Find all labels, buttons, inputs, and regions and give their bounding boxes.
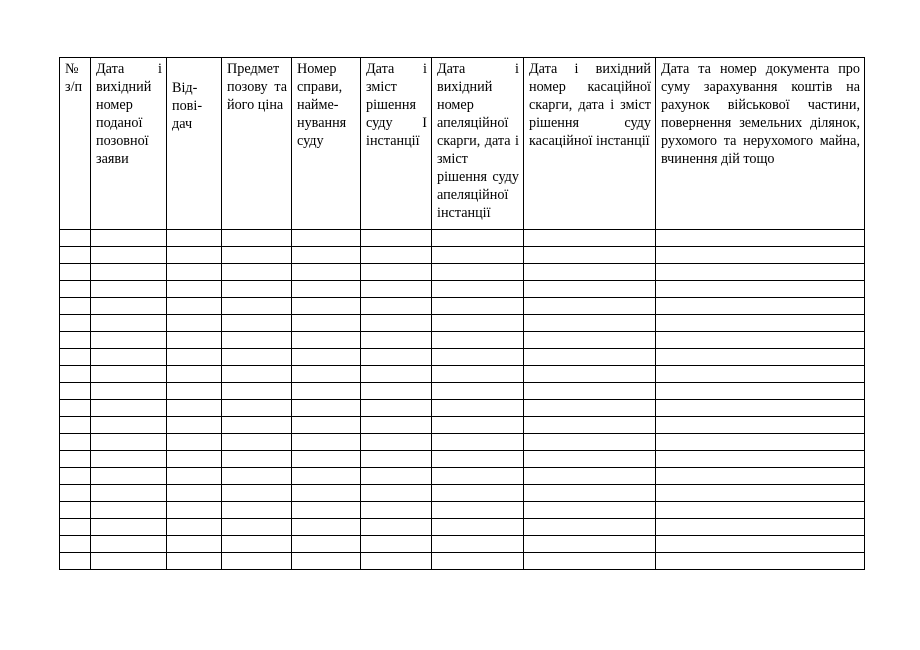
table-cell <box>524 485 656 502</box>
table-cell <box>91 553 167 570</box>
table-cell <box>292 434 361 451</box>
table-cell <box>656 230 865 247</box>
header-execution-document: Дата та номер документа про суму зарахування коштів на рахунок військової частини, повернення земельних ділянок, рухомого та нерухомого майна, вчинення дій тощо <box>656 58 865 230</box>
table-cell <box>524 332 656 349</box>
table-cell <box>524 553 656 570</box>
table-cell <box>60 264 91 281</box>
header-claim-subject-value: Предмет позову та його ціна <box>222 58 292 230</box>
table-cell <box>91 536 167 553</box>
table-cell <box>60 400 91 417</box>
table-cell <box>432 519 524 536</box>
table-cell <box>432 349 524 366</box>
table-cell <box>361 434 432 451</box>
table-cell <box>91 230 167 247</box>
table-cell <box>432 417 524 434</box>
table-cell <box>60 536 91 553</box>
table-cell <box>656 519 865 536</box>
table-cell <box>292 366 361 383</box>
table-cell <box>222 434 292 451</box>
table-cell <box>524 230 656 247</box>
table-row <box>60 553 865 570</box>
table-cell <box>222 502 292 519</box>
table-cell <box>524 468 656 485</box>
table-cell <box>656 281 865 298</box>
table-cell <box>292 332 361 349</box>
table-cell <box>167 298 222 315</box>
table-cell <box>432 247 524 264</box>
table-cell <box>292 417 361 434</box>
table-cell <box>91 264 167 281</box>
table-cell <box>222 383 292 400</box>
table-cell <box>524 434 656 451</box>
table-cell <box>524 519 656 536</box>
table-cell <box>91 332 167 349</box>
table-cell <box>222 553 292 570</box>
table-cell <box>222 400 292 417</box>
table-cell <box>361 400 432 417</box>
table-cell <box>361 366 432 383</box>
table-cell <box>361 502 432 519</box>
table-cell <box>60 281 91 298</box>
table-cell <box>167 451 222 468</box>
table-cell <box>91 451 167 468</box>
table-cell <box>432 536 524 553</box>
table-cell <box>222 451 292 468</box>
table-cell <box>292 502 361 519</box>
table-body <box>60 230 865 570</box>
table-cell <box>167 536 222 553</box>
table-cell <box>524 400 656 417</box>
table-cell <box>432 332 524 349</box>
table-row <box>60 264 865 281</box>
table-cell <box>91 247 167 264</box>
table-cell <box>91 349 167 366</box>
table-row <box>60 417 865 434</box>
table-cell <box>656 468 865 485</box>
table-cell <box>222 417 292 434</box>
table-cell <box>60 451 91 468</box>
table-row <box>60 281 865 298</box>
table-row <box>60 349 865 366</box>
table-cell <box>432 315 524 332</box>
table-cell <box>524 298 656 315</box>
table-cell <box>524 247 656 264</box>
table-row <box>60 502 865 519</box>
header-first-instance: Дата і зміст рішення суду І інстанції <box>361 58 432 230</box>
table-row <box>60 485 865 502</box>
table-cell <box>656 247 865 264</box>
table-cell <box>292 230 361 247</box>
table-cell <box>60 349 91 366</box>
table-cell <box>292 451 361 468</box>
table-cell <box>167 400 222 417</box>
table-cell <box>60 315 91 332</box>
table-cell <box>361 332 432 349</box>
table-cell <box>432 264 524 281</box>
table-cell <box>292 281 361 298</box>
table-cell <box>656 383 865 400</box>
registry-table <box>59 57 865 570</box>
table-cell <box>361 264 432 281</box>
table-row <box>60 468 865 485</box>
table-cell <box>91 315 167 332</box>
table-cell <box>656 298 865 315</box>
table-cell <box>361 383 432 400</box>
table-cell <box>222 366 292 383</box>
table-cell <box>91 502 167 519</box>
table-cell <box>60 434 91 451</box>
table-cell <box>524 502 656 519</box>
table-cell <box>432 434 524 451</box>
table-cell <box>361 298 432 315</box>
table-cell <box>432 553 524 570</box>
table-cell <box>432 451 524 468</box>
table-cell <box>292 400 361 417</box>
table-cell <box>222 332 292 349</box>
table-cell <box>60 247 91 264</box>
table-cell <box>91 298 167 315</box>
header-claim-date-number: Дата і вихідний номер поданої позовної заяви <box>91 58 167 230</box>
table-cell <box>222 298 292 315</box>
table-cell <box>656 434 865 451</box>
table-cell <box>656 400 865 417</box>
table-cell <box>222 468 292 485</box>
table-cell <box>222 485 292 502</box>
table-cell <box>361 468 432 485</box>
table-cell <box>222 281 292 298</box>
table-cell <box>432 366 524 383</box>
table-cell <box>91 519 167 536</box>
table-row <box>60 536 865 553</box>
table-cell <box>91 366 167 383</box>
table-row <box>60 366 865 383</box>
table-cell <box>60 553 91 570</box>
table-row <box>60 400 865 417</box>
table-row <box>60 230 865 247</box>
table-cell <box>60 332 91 349</box>
table-cell <box>91 434 167 451</box>
table-cell <box>167 366 222 383</box>
table-row <box>60 383 865 400</box>
table-cell <box>60 519 91 536</box>
table-cell <box>432 230 524 247</box>
table-cell <box>656 349 865 366</box>
header-appeal: Дата і вихідний номер апеляційної скарги, дата і зміст рішення суду апеляційної інстанції <box>432 58 524 230</box>
table-cell <box>60 485 91 502</box>
table-cell <box>60 417 91 434</box>
table-cell <box>292 349 361 366</box>
table-cell <box>292 298 361 315</box>
table-cell <box>292 383 361 400</box>
table-cell <box>292 247 361 264</box>
table-cell <box>222 264 292 281</box>
table-cell <box>524 451 656 468</box>
table-cell <box>524 349 656 366</box>
table-cell <box>167 502 222 519</box>
header-row <box>60 58 865 230</box>
table-cell <box>167 485 222 502</box>
table-cell <box>167 383 222 400</box>
table-cell <box>656 536 865 553</box>
table-cell <box>432 281 524 298</box>
table-cell <box>361 247 432 264</box>
table-cell <box>432 298 524 315</box>
header-case-number-court: Номер справи, найме-нування суду <box>292 58 361 230</box>
table-cell <box>432 485 524 502</box>
table-cell <box>222 536 292 553</box>
table-cell <box>524 315 656 332</box>
table-cell <box>91 485 167 502</box>
table-cell <box>292 315 361 332</box>
table-cell <box>361 519 432 536</box>
table-cell <box>60 366 91 383</box>
table-cell <box>656 502 865 519</box>
table-cell <box>167 264 222 281</box>
table-cell <box>222 519 292 536</box>
header-number: № з/п <box>60 58 91 230</box>
table-cell <box>361 281 432 298</box>
table-cell <box>60 468 91 485</box>
table-cell <box>656 553 865 570</box>
table-cell <box>361 349 432 366</box>
table-cell <box>167 315 222 332</box>
table-cell <box>656 451 865 468</box>
table-cell <box>432 383 524 400</box>
table-row <box>60 298 865 315</box>
table-cell <box>361 230 432 247</box>
table-cell <box>292 519 361 536</box>
table-cell <box>292 553 361 570</box>
table-cell <box>524 536 656 553</box>
table-cell <box>222 230 292 247</box>
table-cell <box>60 502 91 519</box>
table-cell <box>167 281 222 298</box>
table-cell <box>292 468 361 485</box>
table-cell <box>292 485 361 502</box>
table-cell <box>167 332 222 349</box>
table-cell <box>292 536 361 553</box>
table-cell <box>167 553 222 570</box>
table-cell <box>361 536 432 553</box>
table-cell <box>524 417 656 434</box>
table-cell <box>167 417 222 434</box>
table-row <box>60 315 865 332</box>
table-row <box>60 332 865 349</box>
table-cell <box>222 315 292 332</box>
table-cell <box>222 247 292 264</box>
header-defendant: Від-пові-дач <box>167 58 222 230</box>
table-cell <box>167 468 222 485</box>
table-cell <box>91 468 167 485</box>
table-cell <box>524 264 656 281</box>
table-cell <box>656 366 865 383</box>
table-cell <box>91 400 167 417</box>
header-cassation: Дата і вихідний номер касаційної скарги, дата і зміст рішення суду касаційної інстанції <box>524 58 656 230</box>
table-cell <box>656 332 865 349</box>
table-cell <box>167 434 222 451</box>
table-cell <box>361 485 432 502</box>
table-cell <box>292 264 361 281</box>
table-cell <box>91 383 167 400</box>
table-cell <box>361 417 432 434</box>
table-cell <box>91 417 167 434</box>
table-cell <box>60 383 91 400</box>
table-cell <box>432 468 524 485</box>
table-cell <box>60 298 91 315</box>
table-cell <box>222 349 292 366</box>
table-row <box>60 247 865 264</box>
table-cell <box>524 383 656 400</box>
table-cell <box>432 502 524 519</box>
table-cell <box>167 519 222 536</box>
table-row <box>60 519 865 536</box>
table-cell <box>524 281 656 298</box>
table-cell <box>361 451 432 468</box>
table-row <box>60 434 865 451</box>
table-cell <box>91 281 167 298</box>
table-cell <box>167 247 222 264</box>
table-row <box>60 451 865 468</box>
table-cell <box>167 349 222 366</box>
table-cell <box>656 315 865 332</box>
table-cell <box>656 264 865 281</box>
table-cell <box>656 485 865 502</box>
table-cell <box>167 230 222 247</box>
table-cell <box>361 553 432 570</box>
table-cell <box>524 366 656 383</box>
table-cell <box>60 230 91 247</box>
table-cell <box>361 315 432 332</box>
table-cell <box>656 417 865 434</box>
table-cell <box>432 400 524 417</box>
